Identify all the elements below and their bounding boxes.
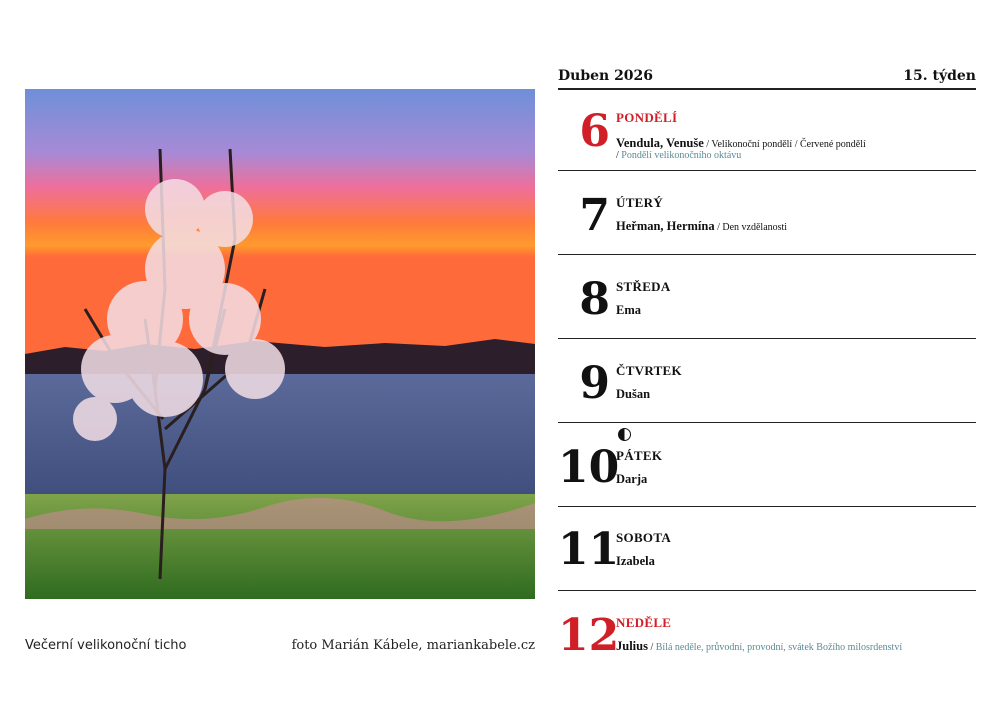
- calendar-header: [558, 68, 976, 90]
- day-number: 6: [579, 106, 610, 157]
- last-quarter-moon-icon: [618, 428, 631, 441]
- day-number: 11: [558, 524, 620, 575]
- photo-caption: Večerní velikonoční ticho: [25, 638, 187, 653]
- calendar-photo: [25, 89, 535, 599]
- day-row-8: [558, 254, 976, 339]
- octave-text: Pondělí velikonočního oktávu: [621, 150, 742, 161]
- day-number: 8: [579, 274, 610, 325]
- day-row-7: [558, 170, 976, 255]
- day-number: 7: [579, 190, 610, 241]
- name-days: Dušan: [616, 387, 651, 401]
- day-name: PONDĚLÍ: [616, 110, 678, 125]
- sunset-tree-image: [25, 89, 535, 599]
- holiday-text: Bílá neděle, průvodní, provodní, svátek Božího milosrdenství: [655, 642, 903, 653]
- month-title: Duben 2026: [558, 68, 654, 84]
- day-row-12: [558, 590, 976, 674]
- day-name: SOBOTA: [616, 530, 672, 545]
- holiday-text: / Velikonoční pondělí / Červené pondělí: [703, 139, 866, 150]
- holiday-text: / Den vzdělanosti: [714, 222, 788, 233]
- name-days: [616, 639, 902, 654]
- day-row-9: [558, 338, 976, 423]
- day-name: ÚTERÝ: [616, 195, 664, 210]
- day-name: ČTVRTEK: [616, 363, 682, 378]
- day-number: 9: [579, 358, 610, 409]
- subtext-separator: /: [616, 150, 622, 161]
- name-day-text: Vendula, Venuše: [616, 136, 704, 150]
- day-name: PÁTEK: [616, 448, 663, 463]
- name-days: [616, 136, 866, 151]
- day-row-6: [558, 96, 976, 171]
- name-days: Izabela: [616, 554, 655, 568]
- day-row-10: [558, 422, 976, 507]
- photo-credit: foto Marián Kábele, mariankabele.cz: [291, 638, 535, 653]
- day-name: STŘEDA: [616, 279, 671, 294]
- holiday-separator: /: [647, 642, 656, 653]
- holiday-subtext: [616, 150, 741, 161]
- day-row-11: [558, 506, 976, 591]
- week-number: 15. týden: [903, 68, 976, 84]
- name-days: Ema: [616, 303, 641, 317]
- day-number: 12: [558, 610, 620, 661]
- day-number: 10: [558, 442, 620, 493]
- day-name: NEDĚLE: [616, 615, 672, 630]
- name-days: [616, 219, 787, 234]
- name-day-text: Heřman, Hermína: [616, 219, 715, 233]
- name-day-text: Julius: [616, 639, 648, 653]
- name-days: Darja: [616, 472, 648, 486]
